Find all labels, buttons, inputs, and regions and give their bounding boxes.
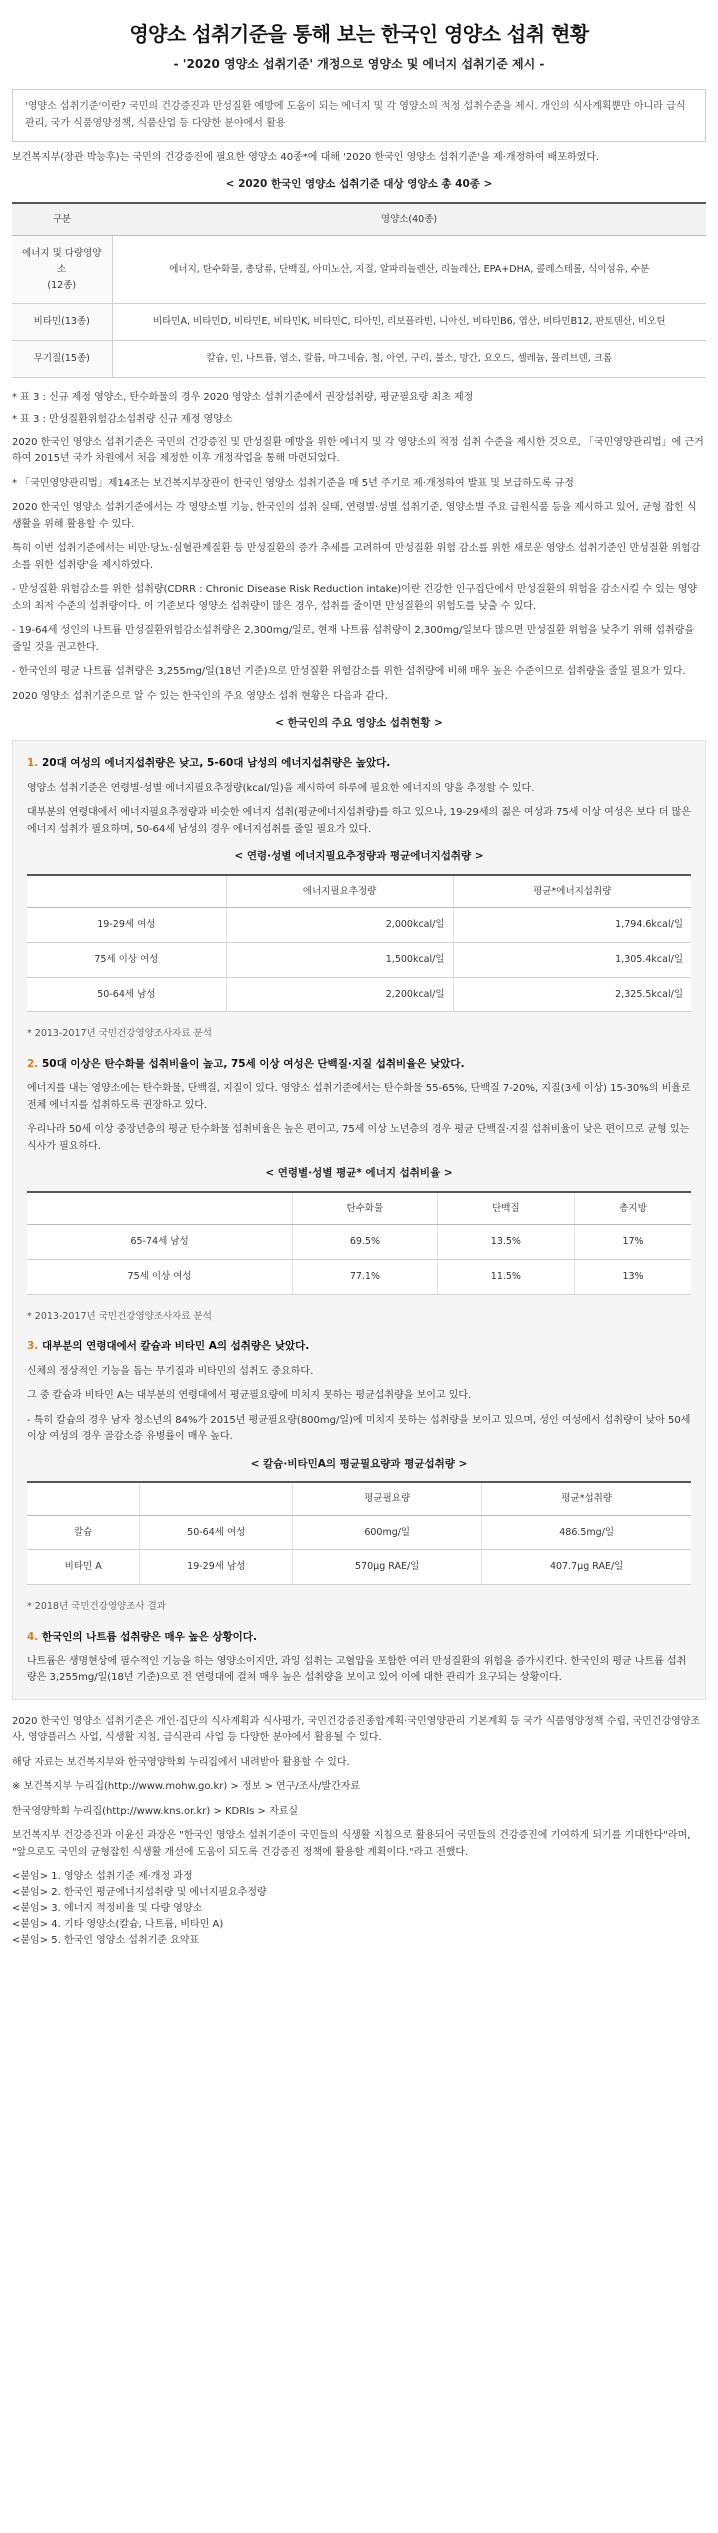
table-header: 평균*섭취량 <box>482 1482 691 1515</box>
table-caption: < 칼슘·비타민A의 평균필요량과 평균섭취량 > <box>250 1457 468 1470</box>
finding-heading <box>27 755 691 772</box>
outro-paragraph: 해당 자료는 보건복지부와 한국영양학회 누리집에서 내려받아 활용할 수 있다. <box>12 1756 350 1768</box>
energy-ratio-table <box>27 1191 691 1295</box>
table-cell: 13% <box>575 1259 691 1294</box>
table-cell: 에너지, 탄수화물, 총당류, 단백질, 아미노산, 지질, 알파리놀렌산, 리놀레산, EPA+DHA, 콜레스테롤, 식이섬유, 수분 <box>112 236 706 304</box>
table-cell: 2,000kcal/일 <box>226 908 453 943</box>
table-caption: < 연령별·성별 평균* 에너지 섭취비율 > <box>265 1167 453 1180</box>
table-source: * 2013-2017년 국민건강영양조사자료 분석 <box>27 1028 212 1040</box>
table-cell: 비타민A, 비타민D, 비타민E, 비타민K, 비타민C, 티아민, 리보플라빈, 니아신, 비타민B6, 엽산, 비타민B12, 판토텐산, 비오틴 <box>112 304 706 341</box>
attachment-item: <붙임> 4. 기타 영양소(칼슘, 나트륨, 비타민 A) <box>12 1919 224 1931</box>
table-cell: 65-74세 남성 <box>27 1225 293 1260</box>
finding-heading <box>27 1338 691 1355</box>
status-caption: < 한국인의 주요 영양소 섭취현황 > <box>275 717 443 730</box>
table-header <box>140 1482 293 1515</box>
table-cell: 2,200kcal/일 <box>226 977 453 1012</box>
body-paragraph: 2020 영양소 섭취기준으로 알 수 있는 한국인의 주요 영양소 섭취 현황은 다음과 같다. <box>12 690 388 702</box>
table-cell: 비타민 A <box>27 1550 140 1585</box>
finding-heading <box>27 1056 691 1073</box>
finding-number: 4. <box>27 1630 39 1643</box>
finding-paragraph: - 특히 칼슘의 경우 남자 청소년의 84%가 2015년 평균필요량(800mg/일)에 미치지 못하는 섭취량을 보이고 있으며, 성인 여성에서 섭취량이 낮아 50세 이상 여성의 경우 골감소증 유병률이 매우 높다. <box>27 1414 691 1443</box>
table-row <box>27 908 691 943</box>
table-cell: 486.5mg/일 <box>482 1515 691 1550</box>
table-cell: 77.1% <box>293 1259 438 1294</box>
table1-caption: < 2020 한국인 영양소 섭취기준 대상 영양소 총 40종 > <box>225 178 493 191</box>
table-row <box>27 1225 691 1260</box>
table-cell: 19-29세 여성 <box>27 908 226 943</box>
table-row <box>12 340 706 377</box>
attachment-item: <붙임> 3. 에너지 적정비율 및 다량 영양소 <box>12 1903 203 1915</box>
finding-paragraph: 나트륨은 생명현상에 필수적인 기능을 하는 영양소이지만, 과잉 섭취는 고혈압을 포함한 여러 만성질환의 위험을 증가시킨다. 한국인의 평균 나트륨 섭취량은 3,255mg/일(18년 기준)으로 전 연령대에 걸쳐 매우 높은 섭취량을 보이고 있어 이에 대한 관리가 요구되는 상황이다. <box>27 1655 687 1684</box>
energy-table <box>27 874 691 1013</box>
table-row <box>27 1550 691 1585</box>
table-cell: 570μg RAE/일 <box>293 1550 482 1585</box>
table-cell: 17% <box>575 1225 691 1260</box>
table-row <box>27 1515 691 1550</box>
table-header <box>27 1482 140 1515</box>
reference-link[interactable]: 한국영양학회 누리집(http://www.kns.or.kr) > KDRIs > 자료실 <box>12 1805 299 1817</box>
outro-paragraph: 2020 한국인 영양소 섭취기준은 개인·집단의 식사계획과 식사평가, 국민건강증진종합계획·국민영양관리 기본계획 등 국가 식품영양정책 수립, 국민건강영양조사, 영양플러스 사업, 식생활 지침, 급식관리 사업 등 다양한 분야에서 활용될 수 있다. <box>12 1715 701 1744</box>
table-row <box>27 942 691 977</box>
table-source: * 2018년 국민건강영양조사 결과 <box>27 1600 166 1612</box>
finding-number: 1. <box>27 757 39 770</box>
findings-box <box>12 740 706 1699</box>
table-row <box>12 304 706 341</box>
table-header: 평균*에너지섭취량 <box>453 875 691 908</box>
finding-paragraph: 대부분의 연령대에서 에너지필요추정량과 비슷한 에너지 섭취(평균에너지섭취량)를 하고 있으나, 19-29세의 젊은 여성과 75세 이상 여성은 보다 더 많은 에너지 섭취가 필요하며, 50-64세 남성의 경우 에너지섭취를 줄일 필요가 있다. <box>27 807 691 835</box>
table-cell: 13.5% <box>437 1225 574 1260</box>
reference-link[interactable]: ※ 보건복지부 누리집(http://www.mohw.go.kr) > 정보 > 연구/조사/발간자료 <box>12 1781 361 1793</box>
calcium-vitamin-table <box>27 1481 691 1585</box>
finding-title: 한국인의 나트륨 섭취량은 매우 높은 상황이다. <box>41 1630 257 1643</box>
table-cell: 에너지 및 다량영양소 (12종) <box>12 236 112 304</box>
body-paragraph: - 19-64세 성인의 나트륨 만성질환위험감소섭취량은 2,300mg/일로, 현재 나트륨 섭취량이 2,300mg/일보다 많으면 만성질환 위험을 낮추기 위해 섭취량을 줄일 것을 권고한다. <box>12 625 695 653</box>
finding-title: 20대 여성의 에너지섭취량은 낮고, 5-60대 남성의 에너지섭취량은 높았다. <box>41 757 391 770</box>
finding-paragraph: 신체의 정상적인 기능을 돕는 무기질과 비타민의 섭취도 중요하다. <box>27 1365 314 1377</box>
table-cell: 비타민(13종) <box>12 304 112 341</box>
table-header: 에너지필요추정량 <box>226 875 453 908</box>
finding-heading <box>27 1629 691 1646</box>
table-header <box>27 1192 293 1225</box>
body-paragraph: - 만성질환 위험감소를 위한 섭취량(CDRR : Chronic Disease Risk Reduction intake)이란 건강한 인구집단에서 만성질환의 위험을 감소시킬 수 있는 영양소의 최저 수준의 섭취량이다. 이 기준보다 영양소 섭취량이 많은 경우, 섭취를 줄이면 만성질환의 위험도를 낮출 수 있다. <box>12 584 698 612</box>
table-header: 단백질 <box>437 1192 574 1225</box>
table-cell: 1,500kcal/일 <box>226 942 453 977</box>
table-cell: 600mg/일 <box>293 1515 482 1550</box>
finding-paragraph: 영양소 섭취기준은 연령별·성별 에너지필요추정량(kcal/일)을 제시하여 하루에 필요한 에너지의 양을 추정할 수 있다. <box>27 782 535 794</box>
body-paragraph: 2020 한국인 영양소 섭취기준에서는 각 영양소별 기능, 한국인의 섭취 실태, 연령별·성별 섭취기준, 영양소별 주요 급원식품 등을 제시하고 있어, 균형 잡힌 식생활을 위해 활용할 수 있다. <box>12 502 697 530</box>
finding-paragraph: 그 중 칼슘과 비타민 A는 대부분의 연령대에서 평균필요량에 미치지 못하는 평균섭취량을 보이고 있다. <box>27 1390 472 1402</box>
finding-title: 대부분의 연령대에서 칼슘과 비타민 A의 섭취량은 낮았다. <box>41 1340 310 1353</box>
table-cell: 75세 이상 여성 <box>27 1259 293 1294</box>
table-cell: 50-64세 남성 <box>27 977 226 1012</box>
table-caption: < 연령·성별 에너지필요추정량과 평균에너지섭취량 > <box>234 850 484 863</box>
page-title: 영양소 섭취기준을 통해 보는 한국인 영양소 섭취 현황 <box>129 22 589 46</box>
outro-paragraph: 보건복지부 건강증진과 이윤신 과장은 "한국인 영양소 섭취기준이 국민들의 식생활 지침으로 활용되어 국민들의 건강증진에 기여하게 되기를 기대한다"라며, "앞으로도 국민의 균형잡힌 식생활 개선에 도움이 되도록 건강증진 정책에 활용할 계획이다."라고 전했다. <box>12 1830 691 1858</box>
table-source: * 2013-2017년 국민건강영양조사자료 분석 <box>27 1310 212 1322</box>
table-header: 총지방 <box>575 1192 691 1225</box>
attachment-item: <붙임> 5. 한국인 영양소 섭취기준 요약표 <box>12 1935 200 1947</box>
table-cell: 69.5% <box>293 1225 438 1260</box>
table-cell: 2,325.5kcal/일 <box>453 977 691 1012</box>
body-paragraph: * 「국민영양관리법」제14조는 보건복지부장관이 한국인 영양소 섭취기준을 매 5년 주기로 제·개정하여 발표 및 보급하도록 규정 <box>12 477 574 489</box>
table-cell: 19-29세 남성 <box>140 1550 293 1585</box>
table-header: 구분 <box>12 203 112 236</box>
table-cell: 무기질(15종) <box>12 340 112 377</box>
intro-box: '영양소 섭취기준'이란? 국민의 건강증진과 만성질환 예방에 도움이 되는 에너지 및 각 영양소의 적정 섭취수준을 제시. 개인의 식사계획뿐만 아니라 급식관리, 국가 식품영양정책, 식품산업 등 다양한 분야에서 활용 <box>12 89 706 142</box>
table-row <box>27 977 691 1012</box>
table-header: 탄수화물 <box>293 1192 438 1225</box>
nutrient-category-table <box>12 202 706 378</box>
body-paragraph: 특히 이번 섭취기준에서는 비만·당뇨·심혈관계질환 등 만성질환의 증가 추세를 고려하여 만성질환 위험 감소를 위한 새로운 영양소 섭취기준인 만성질환 위험감소를 위한 섭취량'을 제시하였다. <box>12 543 701 571</box>
table-cell: 칼슘 <box>27 1515 140 1550</box>
table-cell: 11.5% <box>437 1259 574 1294</box>
finding-number: 2. <box>27 1057 39 1070</box>
table-row <box>12 236 706 304</box>
table-cell: 407.7μg RAE/일 <box>482 1550 691 1585</box>
footnote: * 표 3 : 신규 제정 영양소, 탄수화물의 경우 2020 영양소 섭취기준에서 권장섭취량, 평균필요량 최초 제정 <box>12 391 474 403</box>
body-paragraph: 2020 한국인 영양소 섭취기준은 국민의 건강증진 및 만성질환 예방을 위한 에너지 및 각 영양소의 적정 섭취 수준을 제시한 것으로, 「국민영양관리법」에 근거하여 2015년 국가 차원에서 처음 제정한 이후 개정작업을 통해 마련되었다. <box>12 436 704 465</box>
table-header: 평균필요량 <box>293 1482 482 1515</box>
finding-paragraph: 에너지를 내는 영양소에는 탄수화물, 단백질, 지질이 있다. 영양소 섭취기준에서는 탄수화물 55-65%, 단백질 7-20%, 지질(3세 이상) 15-30%의 비율로 전체 에너지를 섭취하도록 권장하고 있다. <box>27 1083 691 1111</box>
finding-title: 50대 이상은 탄수화물 섭취비율이 높고, 75세 이상 여성은 단백질·지질 섭취비율은 낮았다. <box>41 1057 465 1070</box>
table-row <box>27 1259 691 1294</box>
page-subtitle: - '2020 영양소 섭취기준' 개정으로 영양소 및 에너지 섭취기준 제시 - <box>173 57 545 71</box>
table-cell: 1,794.6kcal/일 <box>453 908 691 943</box>
table-cell: 75세 이상 여성 <box>27 942 226 977</box>
table-cell: 50-64세 여성 <box>140 1515 293 1550</box>
footnote: * 표 3 : 만성질환위험감소섭취량 신규 제정 영양소 <box>12 414 233 426</box>
body-paragraph: - 한국인의 평균 나트륨 섭취량은 3,255mg/일(18년 기준)으로 만성질환 위험감소를 위한 섭취량에 비해 매우 높은 수준이므로 섭취량을 줄일 필요가 있다. <box>12 666 686 678</box>
table-cell: 칼슘, 인, 나트륨, 염소, 칼륨, 마그네슘, 철, 아연, 구리, 불소, 망간, 요오드, 셀레늄, 몰리브덴, 크롬 <box>112 340 706 377</box>
finding-number: 3. <box>27 1340 39 1353</box>
table-header: 영양소(40종) <box>112 203 706 236</box>
finding-paragraph: 우리나라 50세 이상 중장년층의 평균 탄수화물 섭취비율은 높은 편이고, 75세 이상 노년층의 경우 평균 단백질·지질 섭취비율이 낮은 편이므로 균형 있는 식사가 필요하다. <box>27 1124 690 1152</box>
table-cell: 1,305.4kcal/일 <box>453 942 691 977</box>
announce-paragraph: 보건복지부(장관 박능후)는 국민의 건강증진에 필요한 영양소 40종*에 대해 '2020 한국인 영양소 섭취기준'을 제·개정하여 배포하였다. <box>12 151 600 163</box>
attachment-item: <붙임> 1. 영양소 섭취기준 제·개정 과정 <box>12 1871 193 1883</box>
table-header <box>27 875 226 908</box>
attachment-item: <붙임> 2. 한국인 평균에너지섭취량 및 에너지필요추정량 <box>12 1887 267 1899</box>
